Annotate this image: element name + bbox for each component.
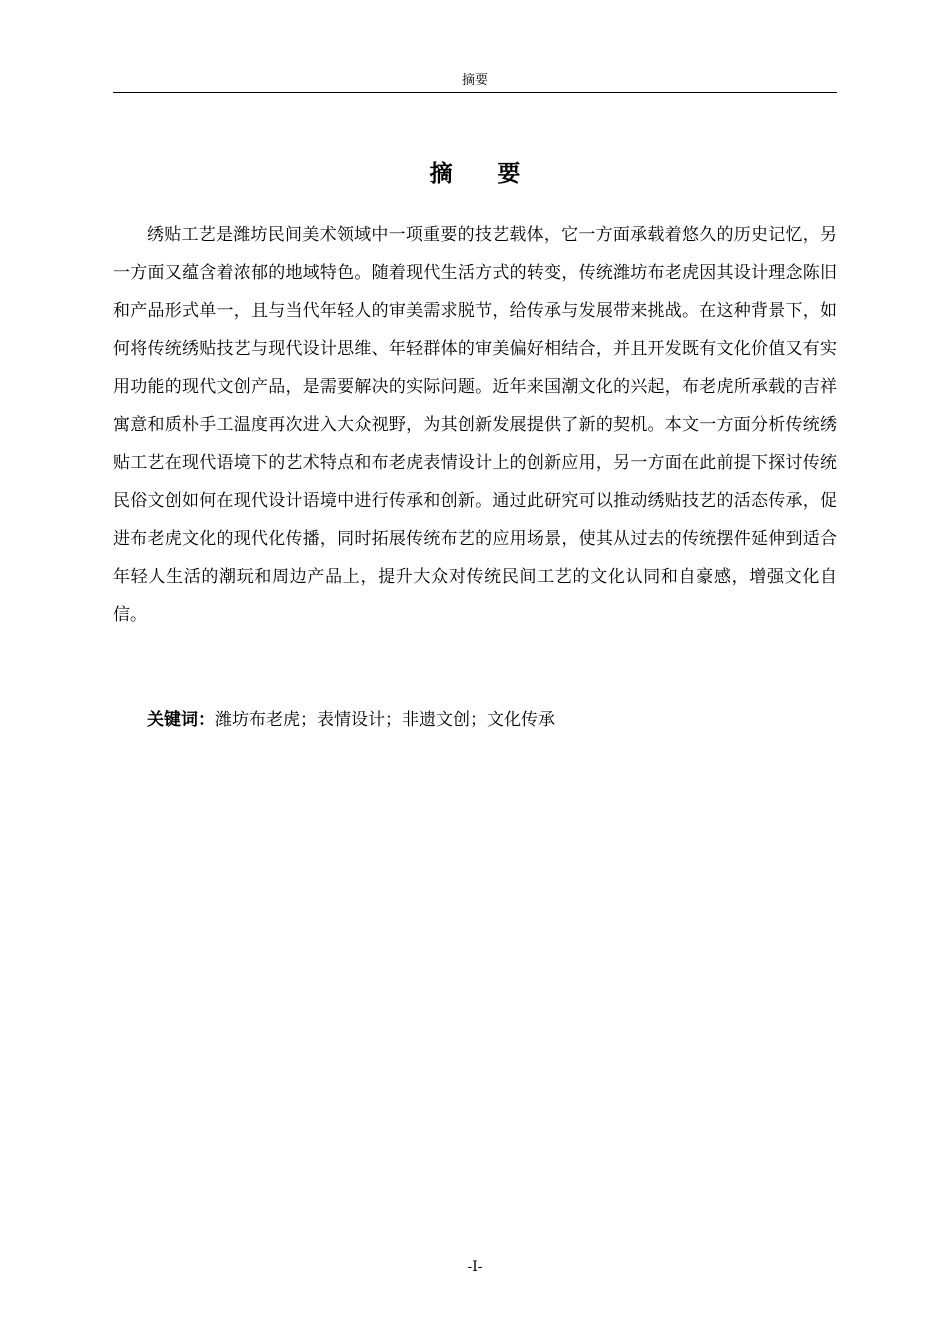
keywords-line — [113, 702, 837, 738]
keywords-value: 潍坊布老虎；表情设计；非遗文创；文化传承 — [215, 710, 555, 730]
header-divider — [113, 92, 837, 93]
keywords-label: 关键词： — [147, 710, 215, 730]
abstract-title: 摘 要 — [429, 160, 539, 187]
running-header: 摘要 — [461, 73, 488, 88]
page-number: -I- — [467, 1259, 483, 1275]
abstract-body: 绣贴工艺是潍坊民间美术领域中一项重要的技艺载体，它一方面承载着悠久的历史记忆，另一方面又蕴含着浓郁的地域特色。随着现代生活方式的转变，传统潍坊布老虎因其设计理念陈旧和产品形式单一，且与当代年轻人的审美需求脱节，给传承与发展带来挑战。在这种背景下，如何将传统绣贴技艺与现代设计思维、年轻群体的审美偏好相结合，并且开发既有文化价值又有实用功能的现代文创产品，是需要解决的实际问题。近年来国潮文化的兴起，布老虎所承载的吉祥寓意和质朴手工温度再次进入大众视野，为其创新发展提供了新的契机。本文一方面分析传统绣贴工艺在现代语境下的艺术特点和布老虎表情设计上的创新应用，另一方面在此前提下探讨传统民俗文创如何在现代设计语境中进行传承和创新。通过此研究可以推动绣贴技艺的活态传承，促进布老虎文化的现代化传播，同时拓展传统布艺的应用场景，使其从过去的传统摆件延伸到适合年轻人生活的潮玩和周边产品上，提升大众对传统民间工艺的文化认同和自豪感，增强文化自信。 — [113, 225, 837, 625]
